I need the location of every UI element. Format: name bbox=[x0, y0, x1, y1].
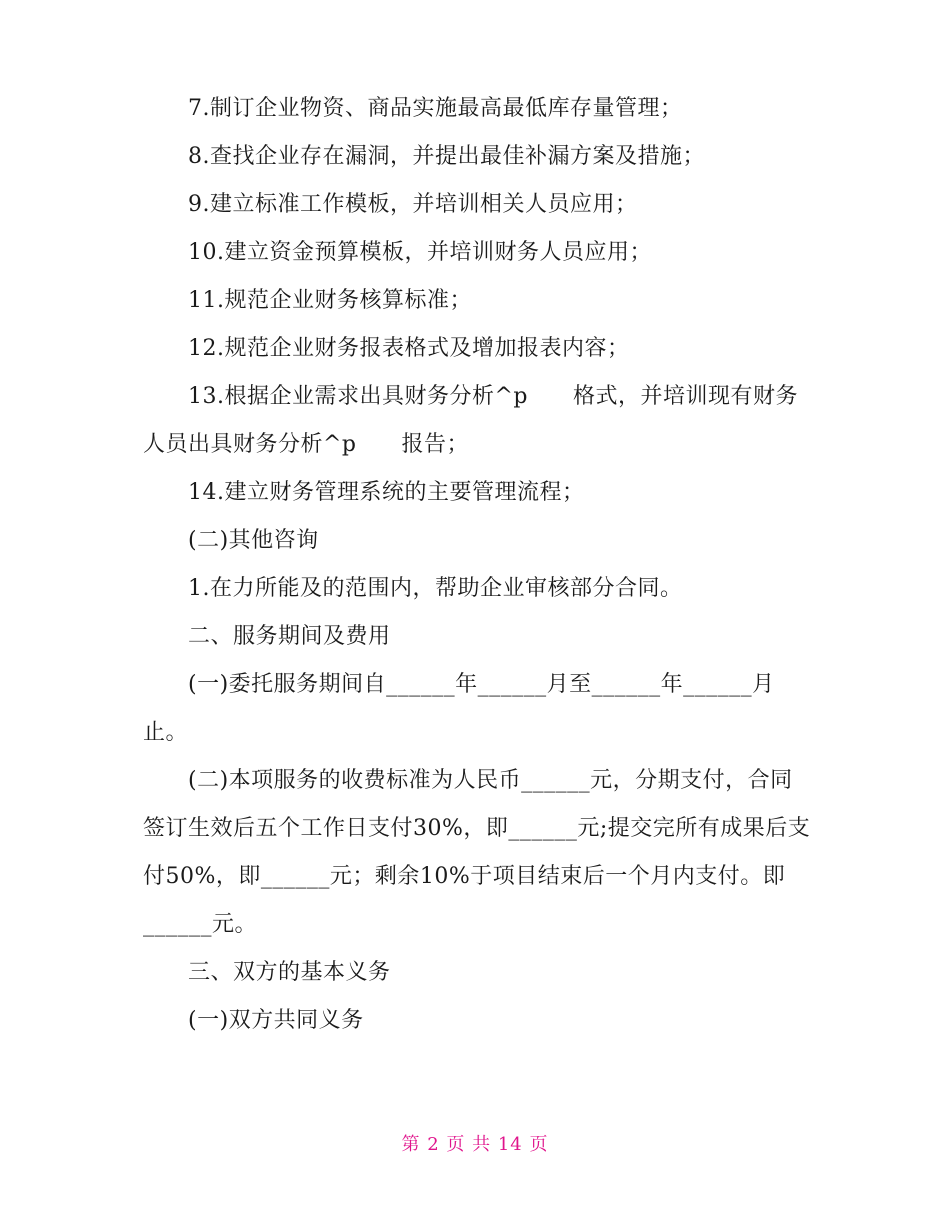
paragraph-item-13: 13.根据企业需求出具财务分析^p 格式，并培训现有财务人员出具财务分析^p 报告； bbox=[143, 384, 798, 457]
paragraph-fee-standard: (二)本项服务的收费标准为人民币______元，分期支付，合同签订生效后五个工作日支付30%，即______元;提交完所有成果后支付50%，即______元；剩余10%于项目结束后一个月内支付。即______元。 bbox=[143, 768, 811, 937]
page-number-footer: 第 2 页 共 14 页 bbox=[401, 1134, 549, 1155]
paragraph-item-12: 12.规范企业财务报表格式及增加报表内容； bbox=[188, 336, 630, 361]
subsection-heading-joint-obligations: (一)双方共同义务 bbox=[188, 1008, 364, 1033]
subsection-heading-other-consulting: (二)其他咨询 bbox=[188, 528, 319, 553]
section-heading-basic-obligations: 三、双方的基本义务 bbox=[188, 960, 391, 985]
paragraph-item-7: 7.制订企业物资、商品实施最高最低库存量管理； bbox=[188, 96, 683, 121]
paragraph-service-period: (一)委托服务期间自______年______月至______年______月止。 bbox=[143, 672, 775, 745]
section-heading-service-period: 二、服务期间及费用 bbox=[188, 624, 391, 649]
paragraph-item-11: 11.规范企业财务核算标准； bbox=[188, 288, 472, 313]
paragraph-item-8: 8.查找企业存在漏洞，并提出最佳补漏方案及措施； bbox=[188, 144, 705, 169]
paragraph-item-10: 10.建立资金预算模板，并培训财务人员应用； bbox=[188, 240, 652, 265]
document-body bbox=[143, 85, 813, 1045]
paragraph-item-14: 14.建立财务管理系统的主要管理流程； bbox=[188, 480, 585, 505]
paragraph-item-9: 9.建立标准工作模板，并培训相关人员应用； bbox=[188, 192, 638, 217]
paragraph-item-1: 1.在力所能及的范围内，帮助企业审核部分合同。 bbox=[188, 576, 683, 601]
